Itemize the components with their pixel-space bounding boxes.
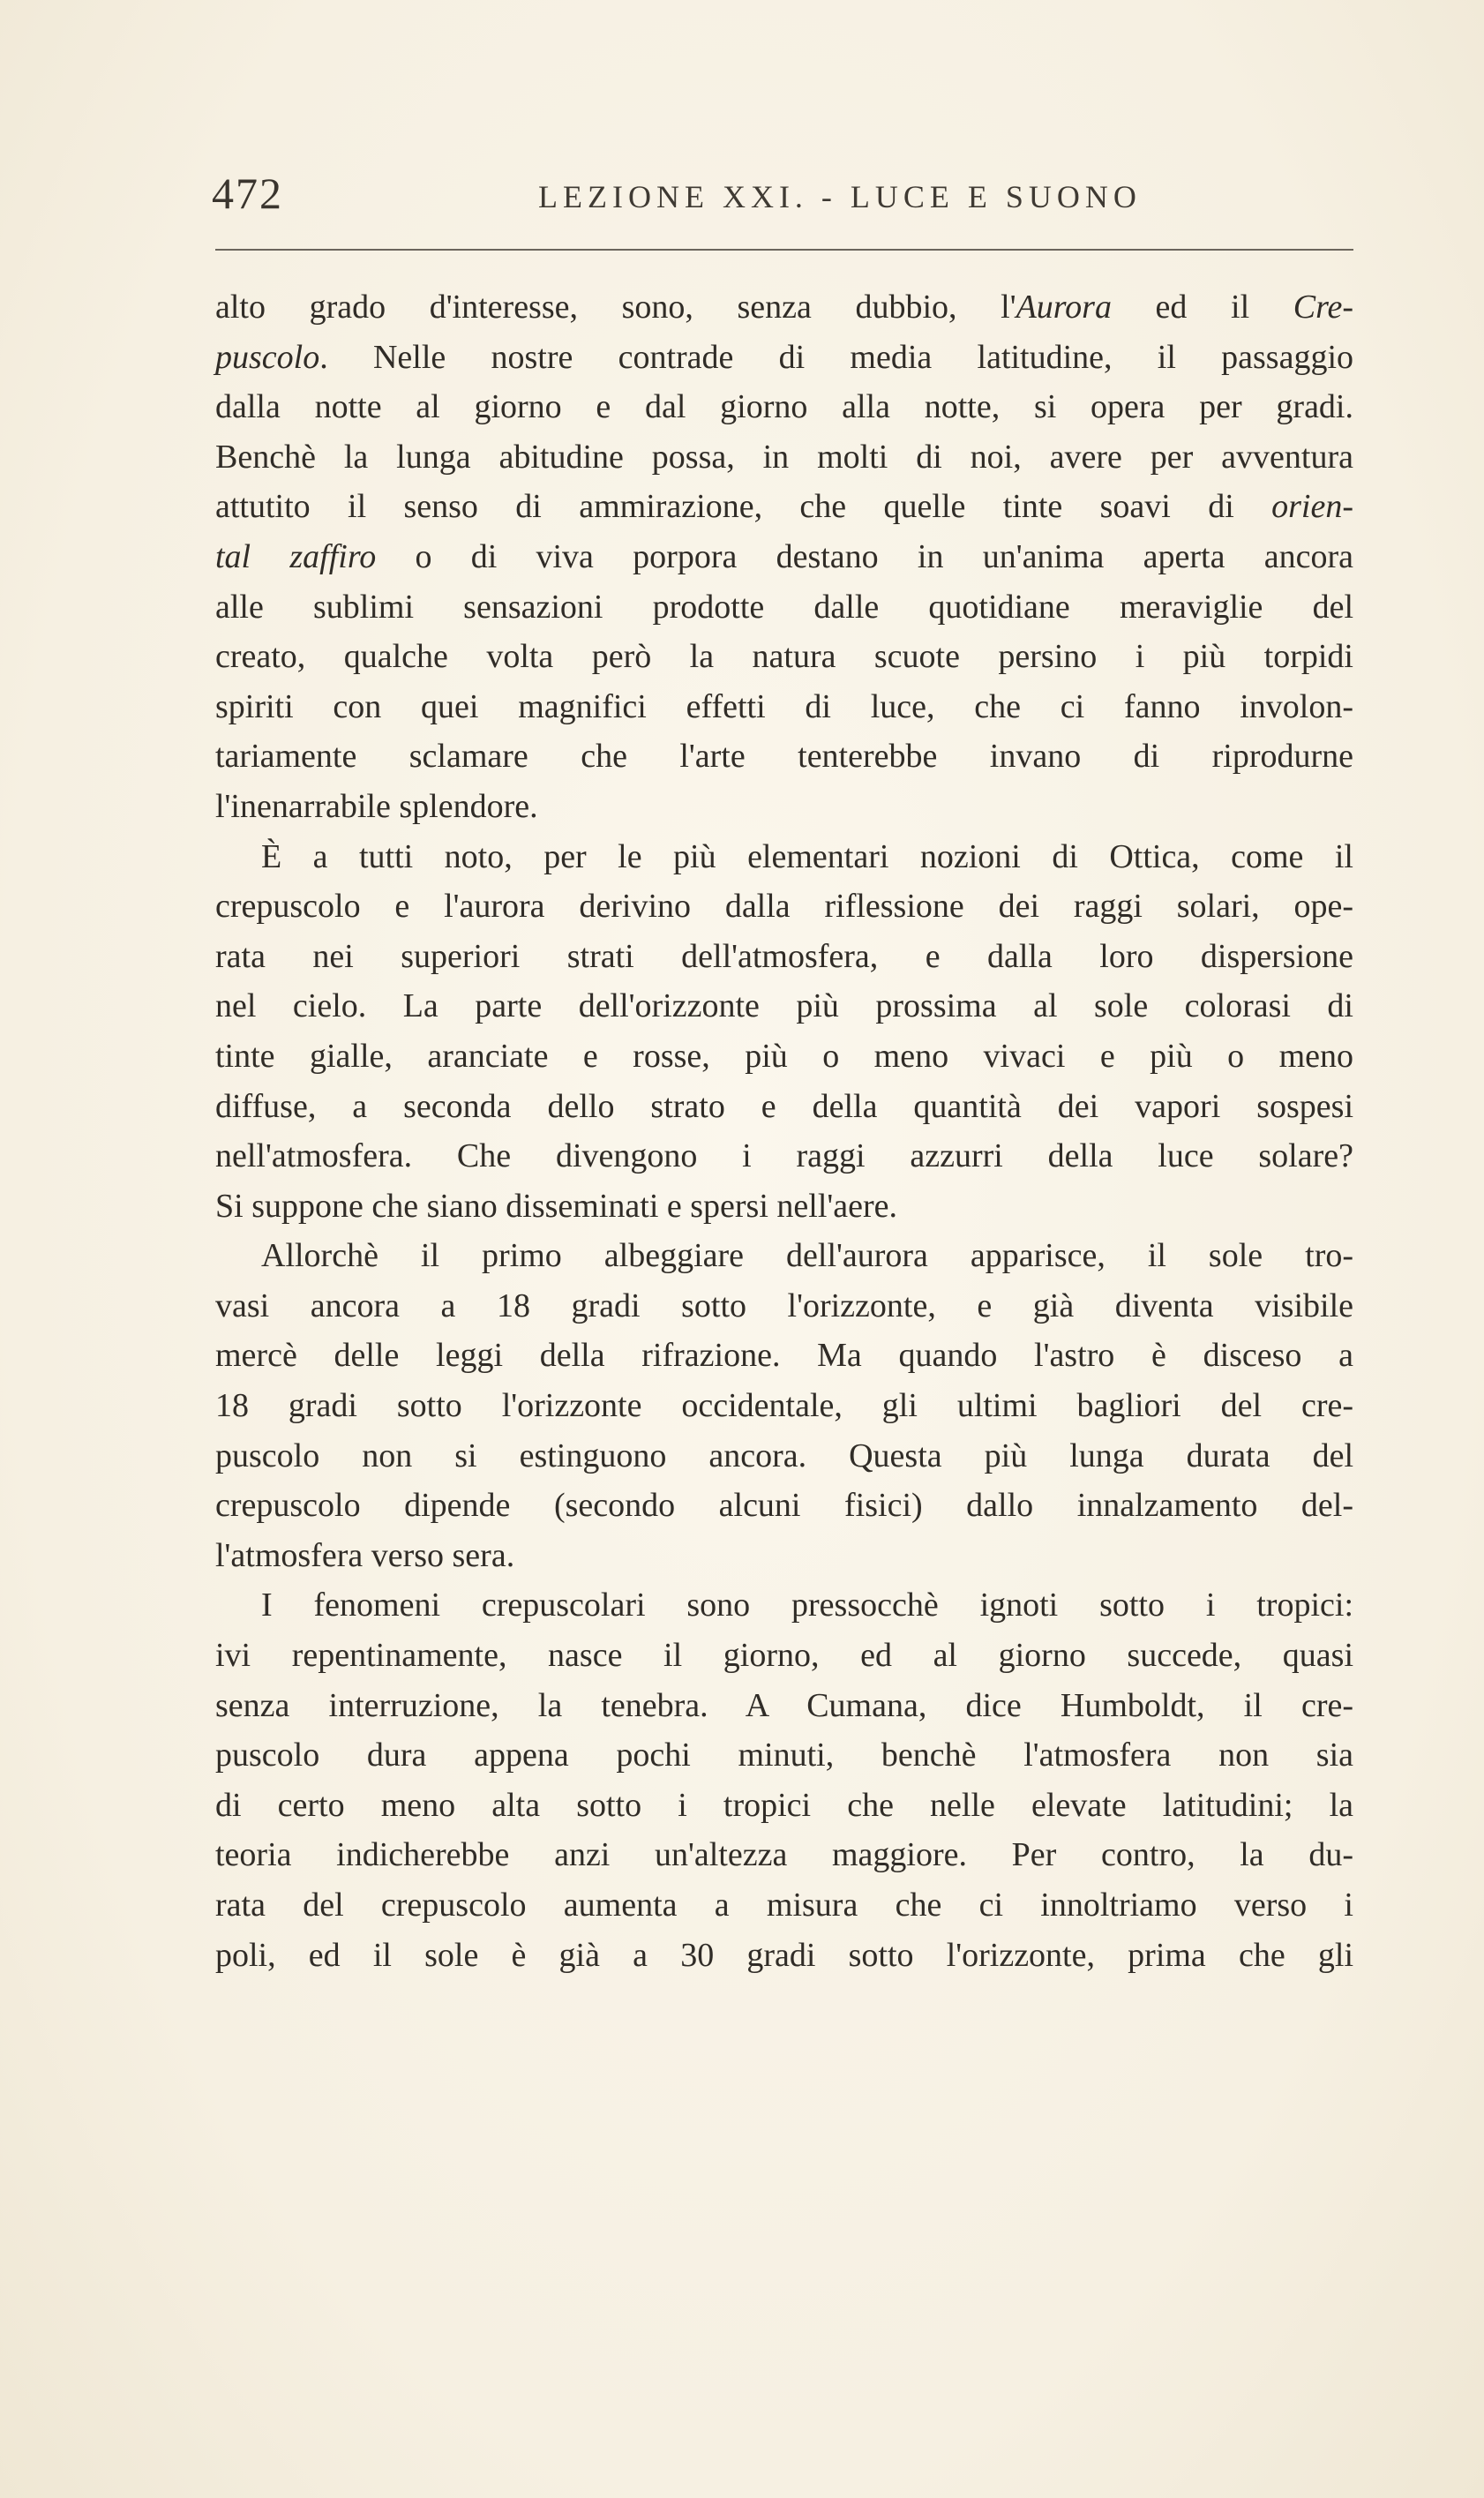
text-line — [215, 1031, 1353, 1082]
text-segment: diffuse, a seconda dello strato e della quantità dei vapori sospesi — [215, 1087, 1353, 1125]
text-segment: puscolo non si estinguono ancora. Questa più lunga durata del — [215, 1437, 1353, 1474]
text-line — [215, 382, 1353, 432]
text-segment: tinte gialle, aranciate e rosse, più o meno vivaci e più o meno — [215, 1037, 1353, 1075]
text-segment: senza interruzione, la tenebra. A Cumana, dice Humboldt, il cre- — [215, 1686, 1353, 1724]
text-line — [215, 1880, 1353, 1931]
text-segment: crepuscolo e l'aurora derivino dalla riflessione dei raggi solari, ope- — [215, 888, 1353, 926]
text-line — [215, 1481, 1353, 1531]
text-segment: nel cielo. La parte dell'orizzonte più prossima al sole colorasi di — [215, 987, 1353, 1025]
text-segment: teoria indicherebbe anzi un'altezza maggiore. Per contro, la du- — [215, 1836, 1353, 1874]
text-line — [215, 981, 1353, 1031]
body-text — [215, 282, 1353, 1980]
text-segment: tariamente sclamare che l'arte tenterebbe invano di riprodurne — [215, 738, 1353, 776]
text-segment: l'atmosfera verso sera. — [215, 1536, 515, 1574]
text-line — [215, 1281, 1353, 1332]
text-line — [215, 1631, 1353, 1681]
text-segment: 18 gradi sotto l'orizzonte occidentale, gli ultimi bagliori del cre- — [215, 1387, 1353, 1425]
text-segment: puscolo dura appena pochi minuti, benchè l'atmosfera non sia — [215, 1737, 1353, 1774]
text-segment: dalla notte al giorno e dal giorno alla notte, si opera per gradi. — [215, 388, 1353, 426]
text-line — [215, 832, 1353, 882]
text-line — [215, 1331, 1353, 1381]
text-line — [215, 1231, 1353, 1281]
text-line — [215, 333, 1353, 383]
text-line — [215, 532, 1353, 582]
text-segment: crepuscolo dipende (secondo alcuni fisici) dallo innalzamento del- — [215, 1487, 1353, 1525]
text-line — [215, 582, 1353, 633]
text-line — [215, 1830, 1353, 1880]
text-segment: di certo meno alta sotto i tropici che nelle elevate latitudini; la — [215, 1786, 1353, 1824]
text-segment: attutito il senso di ammirazione, che quelle tinte soavi di — [215, 488, 1272, 526]
text-line — [215, 782, 1353, 832]
text-segment: rata del crepuscolo aumenta a misura che ci innoltriamo verso i — [215, 1887, 1353, 1924]
text-segment: alle sublimi sensazioni prodotte dalle quotidiane meraviglie del — [215, 588, 1353, 626]
text-line — [215, 1431, 1353, 1482]
text-segment: rata nei superiori strati dell'atmosfera, e dalla loro dispersione — [215, 937, 1353, 975]
text-line — [215, 1531, 1353, 1581]
text-line — [215, 1381, 1353, 1431]
italic-text-segment: tal zaffiro — [215, 537, 377, 575]
text-line — [215, 632, 1353, 682]
text-line — [215, 731, 1353, 782]
italic-text-segment: Cre- — [1293, 289, 1353, 326]
text-line — [215, 432, 1353, 483]
italic-text-segment: orien- — [1271, 488, 1353, 526]
text-segment: ivi repentinamente, nasce il giorno, ed al giorno succede, quasi — [215, 1637, 1353, 1675]
text-segment: . Nelle nostre contrade di media latitudine, il passaggio — [319, 338, 1353, 376]
text-segment: ed il — [1111, 289, 1293, 326]
text-line — [215, 1781, 1353, 1831]
text-line — [215, 282, 1353, 333]
running-title: LEZIONE XXI. - LUCE E SUONO — [538, 179, 1142, 214]
text-segment: nell'atmosfera. Che divengono i raggi azzurri della luce solare? — [215, 1137, 1353, 1175]
text-segment: spiriti con quei magnifici effetti di luce, che ci fanno involon- — [215, 687, 1353, 725]
text-segment: Allorchè il primo albeggiare dell'aurora apparisce, il sole tro- — [261, 1237, 1353, 1275]
text-segment: I fenomeni crepuscolari sono pressocchè ignoti sotto i tropici: — [261, 1587, 1353, 1624]
italic-text-segment: Aurora — [1016, 289, 1112, 326]
text-segment: Si suppone che siano disseminati e spersi nell'aere. — [215, 1187, 897, 1225]
text-line — [215, 1580, 1353, 1631]
header-rule — [215, 249, 1353, 251]
text-segment: alto grado d'interesse, sono, senza dubbio, l' — [215, 289, 1016, 326]
text-line — [215, 1681, 1353, 1731]
text-segment: poli, ed il sole è già a 30 gradi sotto l'orizzonte, prima che gli — [215, 1936, 1353, 1974]
text-segment: l'inenarrabile splendore. — [215, 787, 538, 825]
text-segment: vasi ancora a 18 gradi sotto l'orizzonte, e già diventa visibile — [215, 1287, 1353, 1324]
text-segment: Benchè la lunga abitudine possa, in molti di noi, avere per avventura — [215, 438, 1353, 476]
text-line — [215, 482, 1353, 532]
page-number: 472 — [212, 169, 283, 218]
text-line — [215, 1931, 1353, 1981]
text-line — [215, 1730, 1353, 1781]
text-line — [215, 881, 1353, 932]
text-segment: o di viva porpora destano in un'anima aperta ancora — [376, 537, 1353, 575]
page-header — [212, 168, 1359, 229]
text-line — [215, 682, 1353, 732]
text-segment: mercè delle leggi della rifrazione. Ma quando l'astro è disceso a — [215, 1337, 1353, 1375]
text-line — [215, 1082, 1353, 1132]
text-line — [215, 1181, 1353, 1232]
text-line — [215, 1131, 1353, 1181]
text-segment: È a tutti noto, per le più elementari nozioni di Ottica, come il — [261, 837, 1353, 875]
text-segment: creato, qualche volta però la natura scuote persino i più torpidi — [215, 638, 1353, 676]
italic-text-segment: puscolo — [215, 338, 320, 376]
text-line — [215, 932, 1353, 982]
